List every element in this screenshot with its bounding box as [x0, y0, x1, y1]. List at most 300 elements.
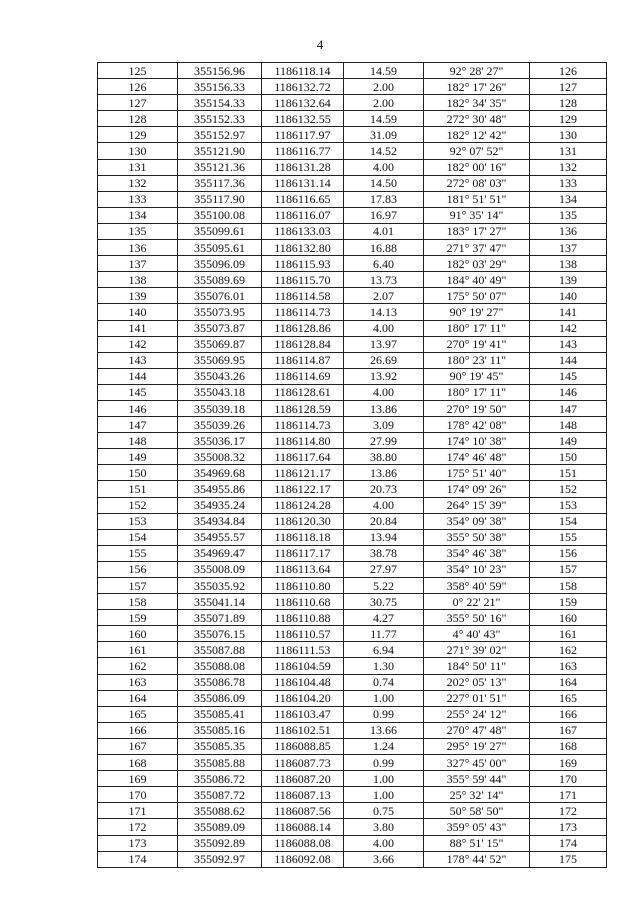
bearing-cell: 227° 01' 51" — [424, 690, 530, 706]
point-number-cell: 130 — [98, 143, 178, 159]
bearing-cell: 184° 40' 49" — [424, 272, 530, 288]
table-row — [98, 304, 607, 320]
y-coordinate-cell: 1186132.64 — [262, 95, 344, 111]
table-row — [98, 738, 607, 754]
point-number-cell: 169 — [98, 771, 178, 787]
next-point-cell: 149 — [530, 433, 607, 449]
x-coordinate-cell: 355152.97 — [178, 127, 262, 143]
next-point-cell: 146 — [530, 384, 607, 400]
distance-cell: 13.86 — [344, 465, 424, 481]
distance-cell: 27.99 — [344, 433, 424, 449]
table-row — [98, 803, 607, 819]
point-number-cell: 168 — [98, 755, 178, 771]
y-coordinate-cell: 1186121.17 — [262, 465, 344, 481]
table-row — [98, 400, 607, 416]
bearing-cell: 174° 09' 26" — [424, 481, 530, 497]
y-coordinate-cell: 1186118.14 — [262, 63, 344, 79]
bearing-cell: 355° 50' 38" — [424, 529, 530, 545]
distance-cell: 38.78 — [344, 545, 424, 561]
next-point-cell: 164 — [530, 674, 607, 690]
bearing-cell: 178° 42' 08" — [424, 417, 530, 433]
x-coordinate-cell: 355085.88 — [178, 755, 262, 771]
distance-cell: 2.00 — [344, 79, 424, 95]
x-coordinate-cell: 355071.89 — [178, 610, 262, 626]
y-coordinate-cell: 1186117.17 — [262, 545, 344, 561]
x-coordinate-cell: 355121.90 — [178, 143, 262, 159]
table-row — [98, 755, 607, 771]
point-number-cell: 132 — [98, 175, 178, 191]
y-coordinate-cell: 1186087.73 — [262, 755, 344, 771]
next-point-cell: 140 — [530, 288, 607, 304]
x-coordinate-cell: 355073.95 — [178, 304, 262, 320]
x-coordinate-cell: 355085.35 — [178, 738, 262, 754]
x-coordinate-cell: 355088.08 — [178, 658, 262, 674]
y-coordinate-cell: 1186117.64 — [262, 449, 344, 465]
x-coordinate-cell: 355086.72 — [178, 771, 262, 787]
table-row — [98, 706, 607, 722]
bearing-cell: 182° 03' 29" — [424, 256, 530, 272]
distance-cell: 4.01 — [344, 223, 424, 239]
bearing-cell: 359° 05' 43" — [424, 819, 530, 835]
table-row — [98, 529, 607, 545]
distance-cell: 4.00 — [344, 320, 424, 336]
bearing-cell: 180° 23' 11" — [424, 352, 530, 368]
bearing-cell: 295° 19' 27" — [424, 738, 530, 754]
table-row — [98, 658, 607, 674]
next-point-cell: 134 — [530, 191, 607, 207]
x-coordinate-cell: 355092.97 — [178, 851, 262, 867]
table-row — [98, 288, 607, 304]
bearing-cell: 182° 34' 35" — [424, 95, 530, 111]
distance-cell: 3.80 — [344, 819, 424, 835]
next-point-cell: 163 — [530, 658, 607, 674]
y-coordinate-cell: 1186115.93 — [262, 256, 344, 272]
distance-cell: 13.97 — [344, 336, 424, 352]
point-number-cell: 125 — [98, 63, 178, 79]
next-point-cell: 126 — [530, 63, 607, 79]
y-coordinate-cell: 1186088.08 — [262, 835, 344, 851]
x-coordinate-cell: 355087.72 — [178, 787, 262, 803]
x-coordinate-cell: 355121.36 — [178, 159, 262, 175]
table-row — [98, 513, 607, 529]
next-point-cell: 155 — [530, 529, 607, 545]
x-coordinate-cell: 355036.17 — [178, 433, 262, 449]
bearing-cell: 92° 28' 27" — [424, 63, 530, 79]
next-point-cell: 136 — [530, 223, 607, 239]
distance-cell: 14.52 — [344, 143, 424, 159]
next-point-cell: 168 — [530, 738, 607, 754]
y-coordinate-cell: 1186132.80 — [262, 240, 344, 256]
x-coordinate-cell: 355043.26 — [178, 368, 262, 384]
x-coordinate-cell: 355092.89 — [178, 835, 262, 851]
table-row — [98, 642, 607, 658]
next-point-cell: 175 — [530, 851, 607, 867]
table-row — [98, 352, 607, 368]
next-point-cell: 166 — [530, 706, 607, 722]
table-row — [98, 175, 607, 191]
point-number-cell: 133 — [98, 191, 178, 207]
x-coordinate-cell: 355095.61 — [178, 240, 262, 256]
y-coordinate-cell: 1186128.86 — [262, 320, 344, 336]
next-point-cell: 133 — [530, 175, 607, 191]
coordinates-table-body — [98, 63, 607, 868]
bearing-cell: 174° 10' 38" — [424, 433, 530, 449]
point-number-cell: 160 — [98, 626, 178, 642]
y-coordinate-cell: 1186088.85 — [262, 738, 344, 754]
next-point-cell: 154 — [530, 513, 607, 529]
point-number-cell: 163 — [98, 674, 178, 690]
table-row — [98, 336, 607, 352]
table-row — [98, 545, 607, 561]
point-number-cell: 151 — [98, 481, 178, 497]
point-number-cell: 135 — [98, 223, 178, 239]
next-point-cell: 156 — [530, 545, 607, 561]
bearing-cell: 90° 19' 27" — [424, 304, 530, 320]
y-coordinate-cell: 1186120.30 — [262, 513, 344, 529]
bearing-cell: 181° 51' 51" — [424, 191, 530, 207]
distance-cell: 1.00 — [344, 771, 424, 787]
y-coordinate-cell: 1186116.07 — [262, 207, 344, 223]
bearing-cell: 271° 37' 47" — [424, 240, 530, 256]
x-coordinate-cell: 355086.78 — [178, 674, 262, 690]
point-number-cell: 141 — [98, 320, 178, 336]
y-coordinate-cell: 1186087.56 — [262, 803, 344, 819]
x-coordinate-cell: 355076.01 — [178, 288, 262, 304]
next-point-cell: 148 — [530, 417, 607, 433]
x-coordinate-cell: 354955.57 — [178, 529, 262, 545]
y-coordinate-cell: 1186104.20 — [262, 690, 344, 706]
point-number-cell: 126 — [98, 79, 178, 95]
point-number-cell: 140 — [98, 304, 178, 320]
next-point-cell: 128 — [530, 95, 607, 111]
bearing-cell: 255° 24' 12" — [424, 706, 530, 722]
point-number-cell: 159 — [98, 610, 178, 626]
y-coordinate-cell: 1186132.55 — [262, 111, 344, 127]
next-point-cell: 157 — [530, 561, 607, 577]
x-coordinate-cell: 355085.16 — [178, 722, 262, 738]
point-number-cell: 166 — [98, 722, 178, 738]
y-coordinate-cell: 1186111.53 — [262, 642, 344, 658]
point-number-cell: 128 — [98, 111, 178, 127]
table-row — [98, 449, 607, 465]
point-number-cell: 144 — [98, 368, 178, 384]
bearing-cell: 264° 15' 39" — [424, 497, 530, 513]
bearing-cell: 354° 09' 38" — [424, 513, 530, 529]
x-coordinate-cell: 355156.96 — [178, 63, 262, 79]
table-row — [98, 95, 607, 111]
x-coordinate-cell: 355087.88 — [178, 642, 262, 658]
y-coordinate-cell: 1186116.65 — [262, 191, 344, 207]
y-coordinate-cell: 1186128.61 — [262, 384, 344, 400]
point-number-cell: 171 — [98, 803, 178, 819]
bearing-cell: 355° 50' 16" — [424, 610, 530, 626]
y-coordinate-cell: 1186118.18 — [262, 529, 344, 545]
next-point-cell: 143 — [530, 336, 607, 352]
next-point-cell: 139 — [530, 272, 607, 288]
next-point-cell: 135 — [530, 207, 607, 223]
bearing-cell: 4° 40' 43" — [424, 626, 530, 642]
x-coordinate-cell: 354969.47 — [178, 545, 262, 561]
next-point-cell: 137 — [530, 240, 607, 256]
table-row — [98, 223, 607, 239]
bearing-cell: 354° 10' 23" — [424, 561, 530, 577]
point-number-cell: 129 — [98, 127, 178, 143]
y-coordinate-cell: 1186124.28 — [262, 497, 344, 513]
table-row — [98, 143, 607, 159]
table-row — [98, 787, 607, 803]
table-row — [98, 561, 607, 577]
table-row — [98, 578, 607, 594]
distance-cell: 3.66 — [344, 851, 424, 867]
coordinates-table — [97, 62, 607, 868]
distance-cell: 20.73 — [344, 481, 424, 497]
next-point-cell: 147 — [530, 400, 607, 416]
table-row — [98, 851, 607, 867]
point-number-cell: 139 — [98, 288, 178, 304]
next-point-cell: 161 — [530, 626, 607, 642]
distance-cell: 38.80 — [344, 449, 424, 465]
bearing-cell: 327° 45' 00" — [424, 755, 530, 771]
x-coordinate-cell: 355041.14 — [178, 594, 262, 610]
bearing-cell: 355° 59' 44" — [424, 771, 530, 787]
next-point-cell: 141 — [530, 304, 607, 320]
bearing-cell: 270° 19' 50" — [424, 400, 530, 416]
bearing-cell: 88° 51' 15" — [424, 835, 530, 851]
y-coordinate-cell: 1186104.48 — [262, 674, 344, 690]
y-coordinate-cell: 1186110.57 — [262, 626, 344, 642]
y-coordinate-cell: 1186116.77 — [262, 143, 344, 159]
table-row — [98, 240, 607, 256]
next-point-cell: 131 — [530, 143, 607, 159]
next-point-cell: 167 — [530, 722, 607, 738]
table-row — [98, 63, 607, 79]
next-point-cell: 129 — [530, 111, 607, 127]
x-coordinate-cell: 354955.86 — [178, 481, 262, 497]
next-point-cell: 162 — [530, 642, 607, 658]
y-coordinate-cell: 1186087.13 — [262, 787, 344, 803]
point-number-cell: 147 — [98, 417, 178, 433]
x-coordinate-cell: 355156.33 — [178, 79, 262, 95]
point-number-cell: 161 — [98, 642, 178, 658]
distance-cell: 1.00 — [344, 787, 424, 803]
bearing-cell: 354° 46' 38" — [424, 545, 530, 561]
bearing-cell: 358° 40' 59" — [424, 578, 530, 594]
distance-cell: 27.97 — [344, 561, 424, 577]
point-number-cell: 143 — [98, 352, 178, 368]
next-point-cell: 144 — [530, 352, 607, 368]
point-number-cell: 146 — [98, 400, 178, 416]
distance-cell: 13.92 — [344, 368, 424, 384]
distance-cell: 1.24 — [344, 738, 424, 754]
table-row — [98, 481, 607, 497]
point-number-cell: 137 — [98, 256, 178, 272]
distance-cell: 0.75 — [344, 803, 424, 819]
x-coordinate-cell: 355089.09 — [178, 819, 262, 835]
point-number-cell: 172 — [98, 819, 178, 835]
y-coordinate-cell: 1186087.20 — [262, 771, 344, 787]
point-number-cell: 174 — [98, 851, 178, 867]
bearing-cell: 92° 07' 52" — [424, 143, 530, 159]
x-coordinate-cell: 355096.09 — [178, 256, 262, 272]
table-row — [98, 674, 607, 690]
distance-cell: 14.13 — [344, 304, 424, 320]
next-point-cell: 174 — [530, 835, 607, 851]
table-row — [98, 207, 607, 223]
y-coordinate-cell: 1186092.08 — [262, 851, 344, 867]
distance-cell: 4.00 — [344, 835, 424, 851]
point-number-cell: 152 — [98, 497, 178, 513]
table-row — [98, 272, 607, 288]
point-number-cell: 158 — [98, 594, 178, 610]
y-coordinate-cell: 1186131.14 — [262, 175, 344, 191]
distance-cell: 16.88 — [344, 240, 424, 256]
table-row — [98, 127, 607, 143]
x-coordinate-cell: 355008.32 — [178, 449, 262, 465]
point-number-cell: 162 — [98, 658, 178, 674]
x-coordinate-cell: 354934.84 — [178, 513, 262, 529]
x-coordinate-cell: 355073.87 — [178, 320, 262, 336]
x-coordinate-cell: 355099.61 — [178, 223, 262, 239]
y-coordinate-cell: 1186104.59 — [262, 658, 344, 674]
next-point-cell: 170 — [530, 771, 607, 787]
bearing-cell: 270° 47' 48" — [424, 722, 530, 738]
y-coordinate-cell: 1186088.14 — [262, 819, 344, 835]
next-point-cell: 172 — [530, 803, 607, 819]
next-point-cell: 150 — [530, 449, 607, 465]
distance-cell: 20.84 — [344, 513, 424, 529]
x-coordinate-cell: 355076.15 — [178, 626, 262, 642]
y-coordinate-cell: 1186114.73 — [262, 417, 344, 433]
table-row — [98, 111, 607, 127]
distance-cell: 2.07 — [344, 288, 424, 304]
table-row — [98, 79, 607, 95]
distance-cell: 4.00 — [344, 159, 424, 175]
bearing-cell: 180° 17' 11" — [424, 384, 530, 400]
bearing-cell: 270° 19' 41" — [424, 336, 530, 352]
next-point-cell: 138 — [530, 256, 607, 272]
point-number-cell: 149 — [98, 449, 178, 465]
page-number: 4 — [316, 37, 324, 52]
point-number-cell: 134 — [98, 207, 178, 223]
distance-cell: 14.59 — [344, 63, 424, 79]
distance-cell: 6.94 — [344, 642, 424, 658]
x-coordinate-cell: 355089.69 — [178, 272, 262, 288]
distance-cell: 3.09 — [344, 417, 424, 433]
next-point-cell: 132 — [530, 159, 607, 175]
table-row — [98, 417, 607, 433]
point-number-cell: 142 — [98, 336, 178, 352]
distance-cell: 13.94 — [344, 529, 424, 545]
x-coordinate-cell: 355117.90 — [178, 191, 262, 207]
table-row — [98, 610, 607, 626]
y-coordinate-cell: 1186132.72 — [262, 79, 344, 95]
distance-cell: 13.86 — [344, 400, 424, 416]
point-number-cell: 153 — [98, 513, 178, 529]
x-coordinate-cell: 354969.68 — [178, 465, 262, 481]
next-point-cell: 145 — [530, 368, 607, 384]
bearing-cell: 90° 19' 45" — [424, 368, 530, 384]
bearing-cell: 180° 17' 11" — [424, 320, 530, 336]
y-coordinate-cell: 1186110.80 — [262, 578, 344, 594]
x-coordinate-cell: 355086.09 — [178, 690, 262, 706]
distance-cell: 1.00 — [344, 690, 424, 706]
bearing-cell: 178° 44' 52" — [424, 851, 530, 867]
y-coordinate-cell: 1186114.87 — [262, 352, 344, 368]
next-point-cell: 159 — [530, 594, 607, 610]
bearing-cell: 175° 51' 40" — [424, 465, 530, 481]
bearing-cell: 184° 50' 11" — [424, 658, 530, 674]
point-number-cell: 167 — [98, 738, 178, 754]
distance-cell: 0.99 — [344, 706, 424, 722]
point-number-cell: 170 — [98, 787, 178, 803]
next-point-cell: 173 — [530, 819, 607, 835]
next-point-cell: 169 — [530, 755, 607, 771]
y-coordinate-cell: 1186133.03 — [262, 223, 344, 239]
bearing-cell: 0° 22' 21" — [424, 594, 530, 610]
point-number-cell: 164 — [98, 690, 178, 706]
y-coordinate-cell: 1186114.80 — [262, 433, 344, 449]
table-row — [98, 433, 607, 449]
bearing-cell: 183° 17' 27" — [424, 223, 530, 239]
x-coordinate-cell: 355152.33 — [178, 111, 262, 127]
point-number-cell: 155 — [98, 545, 178, 561]
next-point-cell: 171 — [530, 787, 607, 803]
point-number-cell: 145 — [98, 384, 178, 400]
point-number-cell: 165 — [98, 706, 178, 722]
point-number-cell: 136 — [98, 240, 178, 256]
x-coordinate-cell: 354935.24 — [178, 497, 262, 513]
distance-cell: 4.27 — [344, 610, 424, 626]
y-coordinate-cell: 1186103.47 — [262, 706, 344, 722]
table-row — [98, 368, 607, 384]
y-coordinate-cell: 1186131.28 — [262, 159, 344, 175]
x-coordinate-cell: 355100.08 — [178, 207, 262, 223]
next-point-cell: 127 — [530, 79, 607, 95]
bearing-cell: 272° 08' 03" — [424, 175, 530, 191]
y-coordinate-cell: 1186110.88 — [262, 610, 344, 626]
y-coordinate-cell: 1186115.70 — [262, 272, 344, 288]
distance-cell: 11.77 — [344, 626, 424, 642]
table-row — [98, 497, 607, 513]
y-coordinate-cell: 1186128.84 — [262, 336, 344, 352]
table-row — [98, 771, 607, 787]
table-row — [98, 256, 607, 272]
point-number-cell: 156 — [98, 561, 178, 577]
bearing-cell: 272° 30' 48" — [424, 111, 530, 127]
point-number-cell: 148 — [98, 433, 178, 449]
bearing-cell: 25° 32' 14" — [424, 787, 530, 803]
point-number-cell: 127 — [98, 95, 178, 111]
y-coordinate-cell: 1186117.97 — [262, 127, 344, 143]
y-coordinate-cell: 1186102.51 — [262, 722, 344, 738]
distance-cell: 4.00 — [344, 384, 424, 400]
bearing-cell: 182° 00' 16" — [424, 159, 530, 175]
x-coordinate-cell: 355069.87 — [178, 336, 262, 352]
bearing-cell: 202° 05' 13" — [424, 674, 530, 690]
next-point-cell: 151 — [530, 465, 607, 481]
point-number-cell: 138 — [98, 272, 178, 288]
y-coordinate-cell: 1186114.58 — [262, 288, 344, 304]
next-point-cell: 165 — [530, 690, 607, 706]
next-point-cell: 152 — [530, 481, 607, 497]
y-coordinate-cell: 1186110.68 — [262, 594, 344, 610]
x-coordinate-cell: 355043.18 — [178, 384, 262, 400]
x-coordinate-cell: 355154.33 — [178, 95, 262, 111]
distance-cell: 13.73 — [344, 272, 424, 288]
x-coordinate-cell: 355088.62 — [178, 803, 262, 819]
bearing-cell: 50° 58' 50" — [424, 803, 530, 819]
point-number-cell: 157 — [98, 578, 178, 594]
